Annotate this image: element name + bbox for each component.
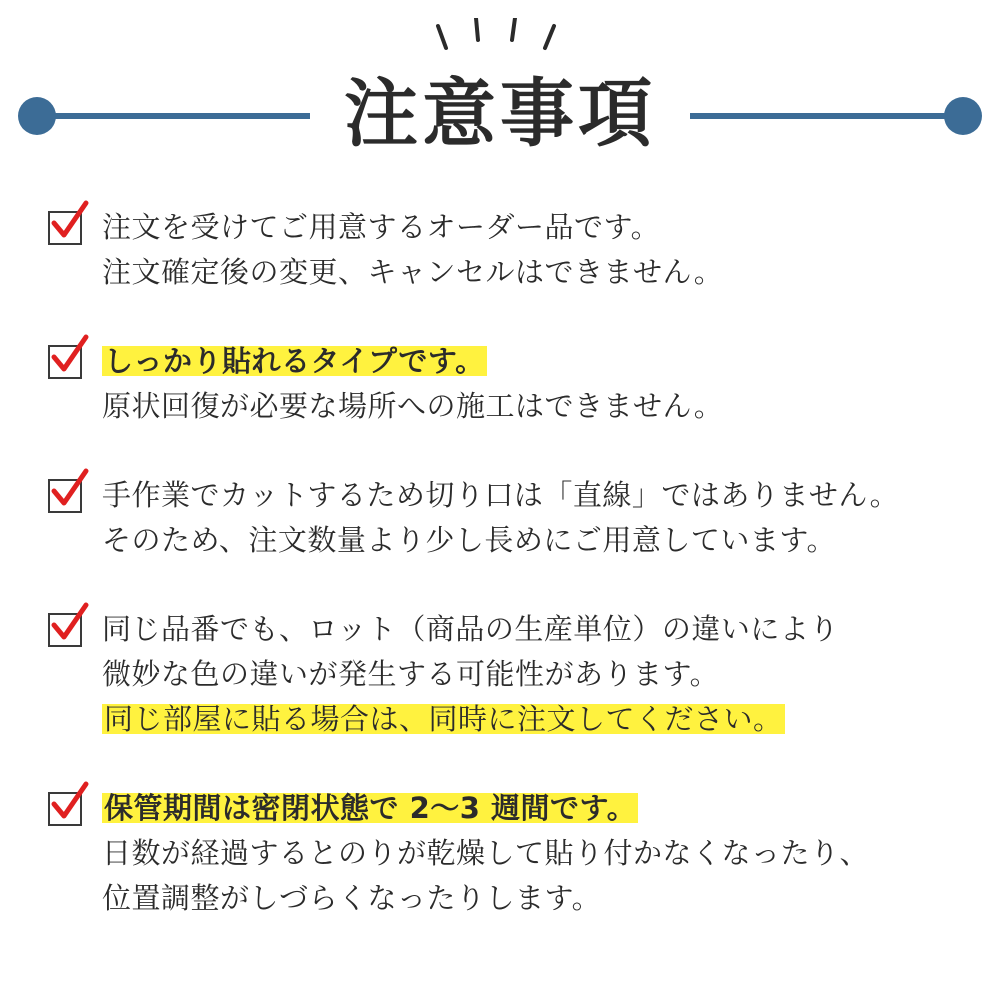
list-item (48, 607, 956, 742)
checkbox-checked-icon (48, 792, 82, 826)
note-line: そのため、注文数量より少し長めにご用意しています。 (102, 523, 837, 557)
note-line: 手作業でカットするため切り口は「直線」ではありません。 (102, 478, 900, 512)
list-item (48, 473, 956, 563)
note-line: 微妙な色の違いが発生する可能性があります。 (102, 657, 720, 691)
list-item (48, 205, 956, 295)
note-line: 注文を受けてご用意するオーダー品です。 (102, 210, 661, 244)
note-line: 日数が経過するとのりが乾燥して貼り付かなくなったり、 (102, 836, 870, 870)
highlighted-text: しっかり貼れるタイプです。 (104, 344, 485, 378)
checkbox-checked-icon (48, 479, 82, 513)
note-line: 位置調整がしづらくなったりします。 (102, 881, 602, 915)
page-title: 注意事項 (344, 71, 656, 157)
sparkle-burst-icon (0, 18, 1000, 68)
notice-list (0, 205, 1000, 921)
list-item (48, 786, 956, 921)
note-line (102, 697, 956, 742)
note-text (102, 473, 956, 563)
page-header (0, 0, 1000, 175)
checkbox-checked-icon (48, 345, 82, 379)
note-line: 原状回復が必要な場所への施工はできません。 (102, 389, 724, 423)
highlighted-text: 保管期間は密閉状態で 2〜3 週間です。 (104, 791, 637, 825)
note-text (102, 205, 956, 295)
note-line: 注文確定後の変更、キャンセルはできません。 (102, 255, 724, 289)
highlighted-text: 同じ部屋に貼る場合は、同時に注文してください。 (104, 702, 783, 736)
note-text (102, 339, 956, 429)
note-line (102, 786, 956, 831)
checkbox-checked-icon (48, 211, 82, 245)
list-item (48, 339, 956, 429)
note-text (102, 607, 956, 742)
header-dot-right (944, 97, 982, 135)
checkbox-checked-icon (48, 613, 82, 647)
note-text (102, 786, 956, 921)
note-line (102, 339, 956, 384)
note-line: 同じ品番でも、ロット（商品の生産単位）の違いにより (102, 612, 839, 646)
header-rule-right (690, 113, 962, 119)
